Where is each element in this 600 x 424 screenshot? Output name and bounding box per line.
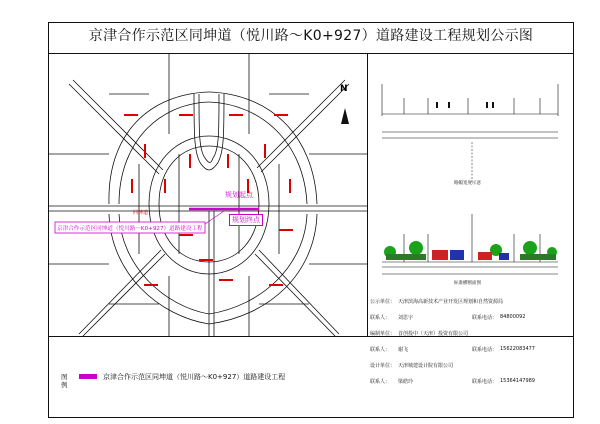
legend-swatch — [79, 374, 97, 379]
legend-title: 图例 — [61, 373, 68, 389]
cross-section-caption-top: 路幅宽度示意 — [454, 181, 481, 186]
plan-end-label: 规划终点 — [229, 214, 263, 226]
info-row: 设计单位： 天津城建设计院有限公司 — [370, 363, 454, 369]
cross-section-panel — [368, 54, 575, 290]
plan-start-label: 规划起点 — [225, 191, 253, 199]
legend — [49, 337, 367, 417]
planning-map[interactable] — [49, 54, 367, 336]
project-callout-text: 京津合作示范区同坤道（悦川路～K0+927）道路建设工程 — [57, 226, 203, 232]
info-row: 公示单位： 天津滨海高新技术产业开发区规划和自然资源局 — [370, 299, 504, 305]
info-row: 编制单位： 首创投中（天津）投资有限公司 — [370, 331, 469, 337]
poster-frame — [48, 22, 574, 418]
info-row: 联系人： 谢飞 联系电话： 15622083477 — [370, 346, 535, 353]
cross-section-drawing — [368, 54, 575, 290]
map-canvas — [49, 54, 367, 336]
north-label: N — [340, 84, 348, 94]
north-arrow-icon — [341, 108, 349, 124]
vehicle-icon — [432, 250, 448, 260]
info-box — [368, 285, 575, 417]
info-row: 联系人： 刘思宇 联系电话： 84800092 — [370, 314, 526, 321]
info-row: 联系人： 梁皓玲 联系电话： 15364147989 — [370, 378, 535, 385]
road-label-tongkun: 同坤道 — [133, 210, 149, 216]
road-network — [49, 54, 367, 336]
legend-item-label: 京津合作示范区同坤道（悦川路～K0+927）道路建设工程 — [103, 373, 286, 381]
page-title: 京津合作示范区同坤道（悦川路～K0+927）道路建设工程规划公示图 — [88, 28, 534, 44]
bus-icon — [450, 250, 464, 260]
cross-section-caption-bottom: 标准横断面图 — [454, 281, 481, 286]
